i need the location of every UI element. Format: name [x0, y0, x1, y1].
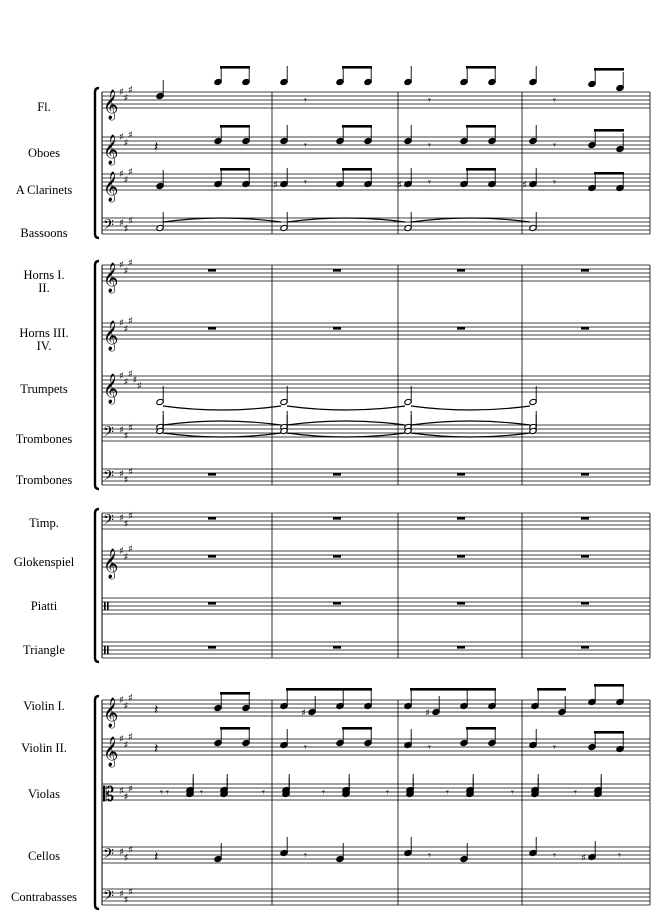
beam [594, 684, 624, 687]
key-signature-sharp: ♯ [123, 138, 129, 149]
tie [163, 421, 281, 425]
whole-rest [581, 327, 589, 330]
eighth-rest: 𝄾 [553, 176, 556, 189]
key-signature-sharp: ♯ [123, 853, 129, 864]
whole-rest [333, 517, 341, 520]
eighth-rest: 𝄾 [618, 849, 621, 862]
group-bracket [95, 261, 99, 489]
beam [537, 688, 566, 691]
eighth-rest: 𝄾 [511, 786, 514, 799]
key-signature-sharp: ♯ [128, 369, 133, 380]
key-signature-sharp: ♯ [123, 175, 129, 186]
key-signature-sharp: ♯ [119, 260, 124, 271]
accidental-sharp: ♯ [273, 180, 278, 191]
label-trombones-2: Trombones [15, 473, 73, 487]
whole-rest [333, 646, 341, 649]
treble-clef: 𝄞 [103, 321, 119, 351]
whole-rest [581, 269, 589, 272]
quarter-rest: 𝄽 [154, 849, 159, 865]
percussion-clef [107, 602, 109, 610]
treble-clef: 𝄞 [103, 549, 119, 579]
staff-timp [102, 511, 650, 532]
whole-rest [457, 269, 465, 272]
tie [411, 218, 530, 222]
key-signature-sharp: ♯ [128, 784, 133, 795]
staff-hn34 [102, 316, 650, 352]
accidental-sharp: ♯ [397, 180, 402, 191]
label-violin-2: Violin II. [21, 741, 67, 755]
whole-rest [457, 555, 465, 558]
eighth-rest: 𝄾 [322, 786, 325, 799]
quarter-rest: 𝄽 [154, 741, 159, 757]
beam [466, 168, 496, 171]
key-signature-sharp: ♯ [128, 845, 133, 856]
eighth-rest: 𝄾 [200, 786, 203, 799]
beam [220, 125, 250, 128]
key-signature-sharp: ♯ [119, 425, 124, 436]
tie [287, 406, 405, 410]
whole-rest [208, 517, 216, 520]
treble-clef: 𝄞 [103, 90, 119, 120]
key-signature-sharp: ♯ [128, 167, 133, 178]
staff-vla [102, 774, 650, 806]
bass-clef: 𝄢 [103, 468, 114, 488]
eighth-rest: 𝄾 [386, 786, 389, 799]
whole-rest [581, 555, 589, 558]
key-signature-sharp: ♯ [123, 701, 129, 712]
accidental-sharp: ♯ [301, 708, 306, 719]
staff-tbn2 [102, 467, 650, 488]
key-signature-sharp: ♯ [128, 511, 133, 522]
label-piatti: Piatti [30, 599, 58, 613]
key-signature-sharp: ♯ [128, 467, 133, 478]
label-oboes: Oboes [28, 146, 60, 160]
beam [466, 66, 496, 69]
key-signature-sharp: ♯ [119, 469, 124, 480]
label-violin-1: Violin I. [23, 699, 65, 713]
label-glockenspiel: Glokenspiel [13, 555, 75, 569]
key-signature-sharp: ♯ [119, 786, 124, 797]
label-triangle: Triangle [23, 643, 65, 657]
bass-clef: 𝄢 [103, 888, 114, 908]
key-signature-sharp: ♯ [128, 130, 133, 141]
bass-clef: 𝄢 [103, 846, 114, 866]
tie [411, 421, 530, 425]
whole-rest [581, 646, 589, 649]
key-signature-sharp: ♯ [123, 552, 129, 563]
staff-fl [102, 66, 650, 121]
key-signature-sharp: ♯ [119, 847, 124, 858]
key-signature-sharp: ♯ [128, 85, 133, 96]
bass-clef: 𝄢 [103, 424, 114, 444]
percussion-clef [107, 646, 109, 654]
key-signature-sharp: ♯ [128, 216, 133, 227]
beam [594, 731, 624, 734]
key-signature-sharp: ♯ [119, 889, 124, 900]
whole-rest [457, 517, 465, 520]
group-bracket [95, 509, 99, 662]
tie [163, 406, 281, 410]
key-signature-sharp: ♯ [123, 377, 129, 388]
eighth-rest: 𝄾 [553, 849, 556, 862]
key-signature-sharp: ♯ [123, 93, 129, 104]
percussion-clef [104, 646, 106, 654]
eighth-rest: 𝄾 [262, 786, 265, 799]
beam [466, 727, 496, 730]
key-signature-sharp: ♯ [132, 375, 138, 386]
eighth-rest: 𝄾 [428, 139, 431, 152]
eighth-rest: 𝄾 [428, 94, 431, 107]
key-signature-sharp: ♯ [119, 513, 124, 524]
eighth-rest: 𝄾 [428, 849, 431, 862]
beam [342, 168, 372, 171]
key-signature-sharp: ♯ [123, 740, 129, 751]
label-cellos: Cellos [28, 849, 60, 863]
staff-vc [102, 837, 650, 866]
eighth-rest: 𝄾 [304, 94, 307, 107]
tie [163, 218, 281, 222]
bass-clef: 𝄢 [103, 217, 114, 237]
tie [287, 218, 405, 222]
whole-rest [457, 646, 465, 649]
whole-rest [333, 602, 341, 605]
key-signature-sharp: ♯ [123, 792, 129, 803]
key-signature-sharp: ♯ [137, 381, 142, 392]
eighth-rest: 𝄾 [304, 741, 307, 754]
key-signature-sharp: ♯ [128, 732, 133, 743]
whole-rest [457, 327, 465, 330]
percussion-clef [104, 602, 106, 610]
accidental-sharp: ♯ [425, 708, 430, 719]
quarter-rest: 𝄽 [154, 702, 159, 718]
key-signature-sharp: ♯ [123, 324, 129, 335]
whole-rest [208, 555, 216, 558]
key-signature-sharp: ♯ [119, 546, 124, 557]
eighth-rest: 𝄾 [553, 94, 556, 107]
staff-tri [102, 642, 650, 658]
staff-ob [102, 125, 650, 166]
tie [411, 433, 530, 437]
label-contrabasses: Contrabasses [11, 890, 77, 904]
eighth-rest: 𝄾 [304, 139, 307, 152]
treble-clef: 𝄞 [103, 374, 119, 404]
key-signature-sharp: ♯ [128, 423, 133, 434]
key-signature-sharp: ♯ [119, 371, 124, 382]
key-signature-sharp: ♯ [119, 132, 124, 143]
treble-clef: 𝄞 [103, 135, 119, 165]
staff-tbn1 [102, 411, 650, 444]
eighth-rest: 𝄾 [428, 176, 431, 189]
eighth-rest: 𝄾 [428, 741, 431, 754]
beam [342, 66, 372, 69]
beam [342, 727, 372, 730]
label-clarinets: A Clarinets [15, 183, 73, 197]
whole-rest [208, 602, 216, 605]
label-bassoons: Bassoons [20, 226, 68, 240]
group-bracket [95, 696, 99, 909]
staff-tpt [102, 369, 650, 410]
key-signature-sharp: ♯ [123, 519, 129, 530]
whole-rest [333, 555, 341, 558]
bass-clef: 𝄢 [103, 512, 114, 532]
treble-clef: 𝄞 [103, 698, 119, 728]
key-signature-sharp: ♯ [128, 316, 133, 327]
beam [220, 66, 250, 69]
group-bracket [95, 88, 99, 238]
key-signature-sharp: ♯ [119, 218, 124, 229]
label-trombones-1: Trombones [15, 432, 73, 446]
key-signature-sharp: ♯ [128, 887, 133, 898]
quarter-rest: 𝄽 [154, 139, 159, 155]
key-signature-sharp: ♯ [128, 258, 133, 269]
beam [594, 129, 624, 132]
staff-hn12 [102, 258, 650, 294]
whole-rest [581, 602, 589, 605]
tie [163, 433, 281, 437]
beam [286, 688, 372, 691]
beam [466, 125, 496, 128]
staff-piat [102, 598, 650, 614]
whole-rest [457, 602, 465, 605]
beam [220, 692, 250, 695]
key-signature-sharp: ♯ [119, 734, 124, 745]
tie [287, 421, 405, 425]
whole-rest [333, 269, 341, 272]
whole-rest [208, 327, 216, 330]
key-signature-sharp: ♯ [123, 431, 129, 442]
key-signature-sharp: ♯ [128, 544, 133, 555]
whole-rest [581, 517, 589, 520]
whole-rest [457, 473, 465, 476]
label-trumpets: Trumpets [20, 382, 68, 396]
tie [287, 433, 405, 437]
treble-clef: 𝄞 [103, 263, 119, 293]
key-signature-sharp: ♯ [123, 895, 129, 906]
eighth-rest: 𝄾 [553, 139, 556, 152]
treble-clef: 𝄞 [103, 172, 119, 202]
whole-rest [208, 269, 216, 272]
label-horns-1-2: Horns I. II. [23, 268, 65, 295]
key-signature-sharp: ♯ [123, 475, 129, 486]
eighth-rest: 𝄾 [574, 786, 577, 799]
staff-glk [102, 544, 650, 580]
accidental-sharp: ♯ [522, 180, 527, 191]
staff-vn1 [102, 684, 650, 729]
label-flute: Fl. [37, 100, 51, 114]
label-horns-3-4: Horns III. IV. [19, 326, 69, 353]
key-signature-sharp: ♯ [119, 169, 124, 180]
beam [410, 688, 496, 691]
eighth-rest: 𝄾 [553, 741, 556, 754]
key-signature-sharp: ♯ [119, 318, 124, 329]
whole-rest [208, 646, 216, 649]
eighth-rest: 𝄾 [166, 786, 169, 799]
beam [342, 125, 372, 128]
beam [594, 172, 624, 175]
key-signature-sharp: ♯ [119, 695, 124, 706]
whole-rest [581, 473, 589, 476]
staff-bn [102, 212, 650, 237]
beam [220, 168, 250, 171]
eighth-rest: 𝄾 [160, 786, 163, 799]
eighth-rest: 𝄾 [304, 176, 307, 189]
staff-vn2 [102, 727, 650, 768]
eighth-rest: 𝄾 [446, 786, 449, 799]
accidental-sharp: ♯ [581, 853, 586, 864]
whole-rest [208, 473, 216, 476]
treble-clef: 𝄞 [103, 737, 119, 767]
tie [411, 406, 530, 410]
beam [220, 727, 250, 730]
eighth-rest: 𝄾 [304, 849, 307, 862]
whole-rest [333, 327, 341, 330]
key-signature-sharp: ♯ [119, 87, 124, 98]
staff-cl [102, 167, 650, 203]
staff-cb [102, 887, 650, 908]
key-signature-sharp: ♯ [128, 693, 133, 704]
beam [594, 68, 624, 71]
key-signature-sharp: ♯ [123, 266, 129, 277]
label-timpani: Timp. [29, 516, 59, 530]
key-signature-sharp: ♯ [123, 224, 129, 235]
alto-clef: 𝄡 [103, 782, 115, 806]
label-violas: Violas [28, 787, 60, 801]
whole-rest [333, 473, 341, 476]
